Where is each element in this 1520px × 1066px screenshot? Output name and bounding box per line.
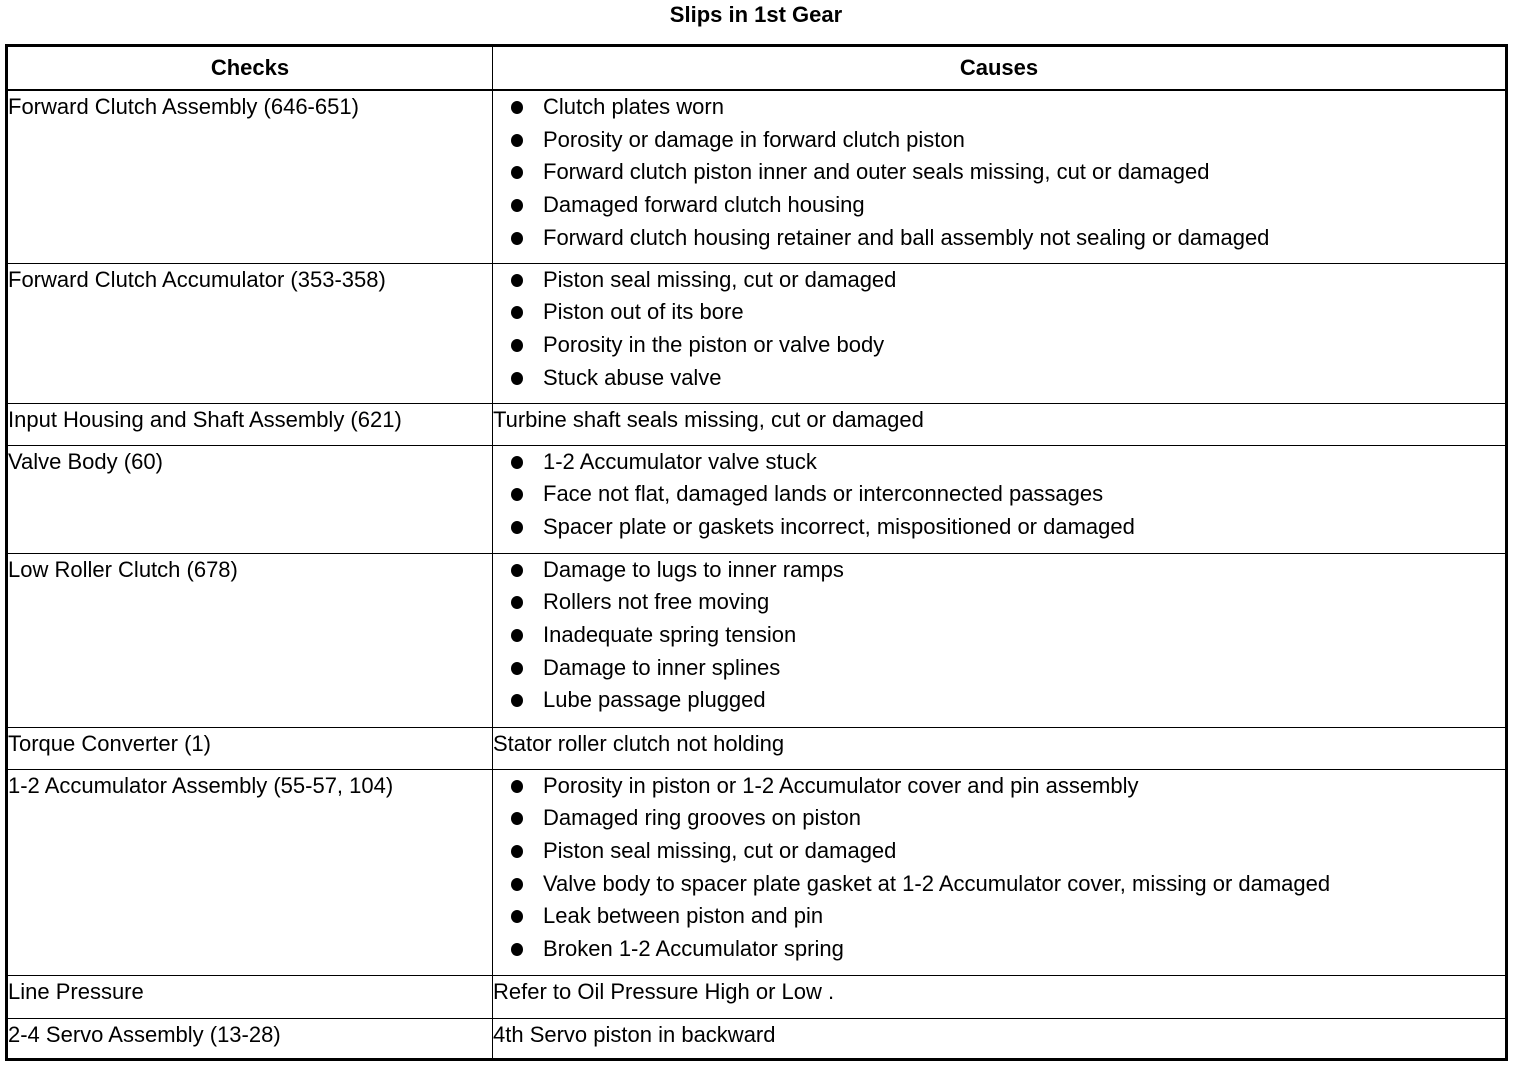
table-row bbox=[7, 403, 1507, 445]
table-header-row bbox=[7, 46, 1507, 91]
cause-text: Porosity in piston or 1-2 Accumulator cover and pin assembly bbox=[543, 772, 1139, 798]
bullet-icon bbox=[511, 306, 523, 319]
list-item bbox=[493, 835, 1505, 868]
bullet-icon bbox=[511, 339, 523, 352]
table-body bbox=[7, 90, 1507, 1059]
cause-text: Damaged ring grooves on piston bbox=[543, 805, 861, 831]
bullet-icon bbox=[511, 274, 523, 287]
causes-cell bbox=[493, 553, 1507, 727]
bullet-icon bbox=[511, 166, 523, 179]
list-item bbox=[493, 446, 1505, 479]
check-cell: Input Housing and Shaft Assembly (621) bbox=[7, 403, 493, 445]
cause-text: Forward clutch piston inner and outer seals missing, cut or damaged bbox=[543, 159, 1210, 185]
bullet-icon bbox=[511, 910, 523, 923]
list-item bbox=[493, 222, 1505, 255]
cause-text: Valve body to spacer plate gasket at 1-2 Accumulator cover, missing or damaged bbox=[543, 870, 1331, 896]
check-cell: 1-2 Accumulator Assembly (55-57, 104) bbox=[7, 769, 493, 975]
bullet-icon bbox=[511, 521, 523, 534]
cause-text: Spacer plate or gaskets incorrect, mispositioned or damaged bbox=[543, 513, 1135, 539]
list-item bbox=[493, 900, 1505, 933]
table-row bbox=[7, 727, 1507, 769]
causes-cell bbox=[493, 727, 1507, 769]
causes-list bbox=[493, 91, 1505, 254]
cause-text: Face not flat, damaged lands or interconnected passages bbox=[543, 481, 1104, 507]
cause-text: Leak between piston and pin bbox=[543, 903, 824, 929]
cause-text: Stuck abuse valve bbox=[543, 364, 722, 390]
bullet-icon bbox=[511, 878, 523, 891]
list-item bbox=[493, 586, 1505, 619]
table-row bbox=[7, 90, 1507, 263]
list-item bbox=[493, 156, 1505, 189]
list-item bbox=[493, 868, 1505, 901]
cause-text: Damaged forward clutch housing bbox=[543, 192, 865, 218]
table-row bbox=[7, 445, 1507, 553]
bullet-icon bbox=[511, 845, 523, 858]
check-cell: Forward Clutch Accumulator (353-358) bbox=[7, 263, 493, 403]
bullet-icon bbox=[511, 629, 523, 642]
list-item bbox=[493, 296, 1505, 329]
table-row bbox=[7, 1018, 1507, 1059]
cause-text: Forward clutch housing retainer and ball assembly not sealing or damaged bbox=[543, 224, 1270, 250]
bullet-icon bbox=[511, 101, 523, 114]
cause-text: Clutch plates worn bbox=[543, 94, 724, 119]
bullet-icon bbox=[511, 780, 523, 793]
list-item bbox=[493, 329, 1505, 362]
bullet-icon bbox=[511, 694, 523, 707]
bullet-icon bbox=[511, 596, 523, 609]
table-row bbox=[7, 769, 1507, 975]
check-cell: Forward Clutch Assembly (646-651) bbox=[7, 90, 493, 263]
table-row bbox=[7, 975, 1507, 1018]
list-item bbox=[493, 189, 1505, 222]
list-item bbox=[493, 554, 1505, 587]
cause-text: Porosity in the piston or valve body bbox=[543, 331, 885, 357]
causes-cell bbox=[493, 975, 1507, 1018]
bullet-icon bbox=[511, 812, 523, 825]
cause-text: Piston seal missing, cut or damaged bbox=[543, 266, 897, 292]
causes-cell bbox=[493, 769, 1507, 975]
bullet-icon bbox=[511, 199, 523, 212]
diagnosis-table bbox=[5, 44, 1508, 1061]
bullet-icon bbox=[511, 232, 523, 245]
bullet-icon bbox=[511, 488, 523, 501]
check-cell: 2-4 Servo Assembly (13-28) bbox=[7, 1018, 493, 1059]
causes-cell bbox=[493, 403, 1507, 445]
check-cell: Valve Body (60) bbox=[7, 445, 493, 553]
causes-cell bbox=[493, 445, 1507, 553]
cause-text: Porosity or damage in forward clutch piston bbox=[543, 126, 965, 152]
causes-cell bbox=[493, 263, 1507, 403]
cause-text: Refer to Oil Pressure High or Low . bbox=[493, 978, 835, 1004]
causes-column-header: Causes bbox=[493, 46, 1507, 91]
list-item bbox=[493, 770, 1505, 803]
bullet-icon bbox=[511, 134, 523, 147]
list-item bbox=[493, 684, 1505, 717]
causes-cell bbox=[493, 1018, 1507, 1059]
list-item bbox=[493, 652, 1505, 685]
table-row bbox=[7, 553, 1507, 727]
causes-list bbox=[493, 770, 1505, 966]
table-row bbox=[7, 263, 1507, 403]
cause-text: Broken 1-2 Accumulator spring bbox=[543, 935, 844, 961]
cause-text: Piston seal missing, cut or damaged bbox=[543, 837, 897, 863]
cause-text: Inadequate spring tension bbox=[543, 621, 797, 647]
bullet-icon bbox=[511, 372, 523, 385]
list-item bbox=[493, 362, 1505, 395]
causes-cell bbox=[493, 90, 1507, 263]
cause-text: Damage to lugs to inner ramps bbox=[543, 556, 844, 582]
check-cell: Line Pressure bbox=[7, 975, 493, 1018]
list-item bbox=[493, 264, 1505, 297]
check-cell: Low Roller Clutch (678) bbox=[7, 553, 493, 727]
check-cell: Torque Converter (1) bbox=[7, 727, 493, 769]
cause-text: Rollers not free moving bbox=[543, 589, 770, 615]
cause-text: Stator roller clutch not holding bbox=[493, 730, 785, 756]
checks-column-header: Checks bbox=[7, 46, 493, 91]
causes-list bbox=[493, 446, 1505, 544]
list-item bbox=[493, 478, 1505, 511]
cause-text: Damage to inner splines bbox=[543, 654, 781, 680]
list-item bbox=[493, 619, 1505, 652]
list-item bbox=[493, 933, 1505, 966]
cause-text: 4th Servo piston in backward bbox=[493, 1021, 776, 1047]
cause-text: 1-2 Accumulator valve stuck bbox=[543, 448, 817, 474]
list-item bbox=[493, 511, 1505, 544]
causes-list bbox=[493, 554, 1505, 717]
bullet-icon bbox=[511, 564, 523, 577]
cause-text: Piston out of its bore bbox=[543, 299, 744, 325]
cause-text: Lube passage plugged bbox=[543, 687, 766, 713]
list-item bbox=[493, 124, 1505, 157]
bullet-icon bbox=[511, 456, 523, 469]
list-item bbox=[493, 91, 1505, 124]
page-title: Slips in 1st Gear bbox=[669, 2, 843, 27]
bullet-icon bbox=[511, 662, 523, 675]
list-item bbox=[493, 802, 1505, 835]
causes-list bbox=[493, 264, 1505, 395]
cause-text: Turbine shaft seals missing, cut or damaged bbox=[493, 406, 924, 432]
bullet-icon bbox=[511, 943, 523, 956]
